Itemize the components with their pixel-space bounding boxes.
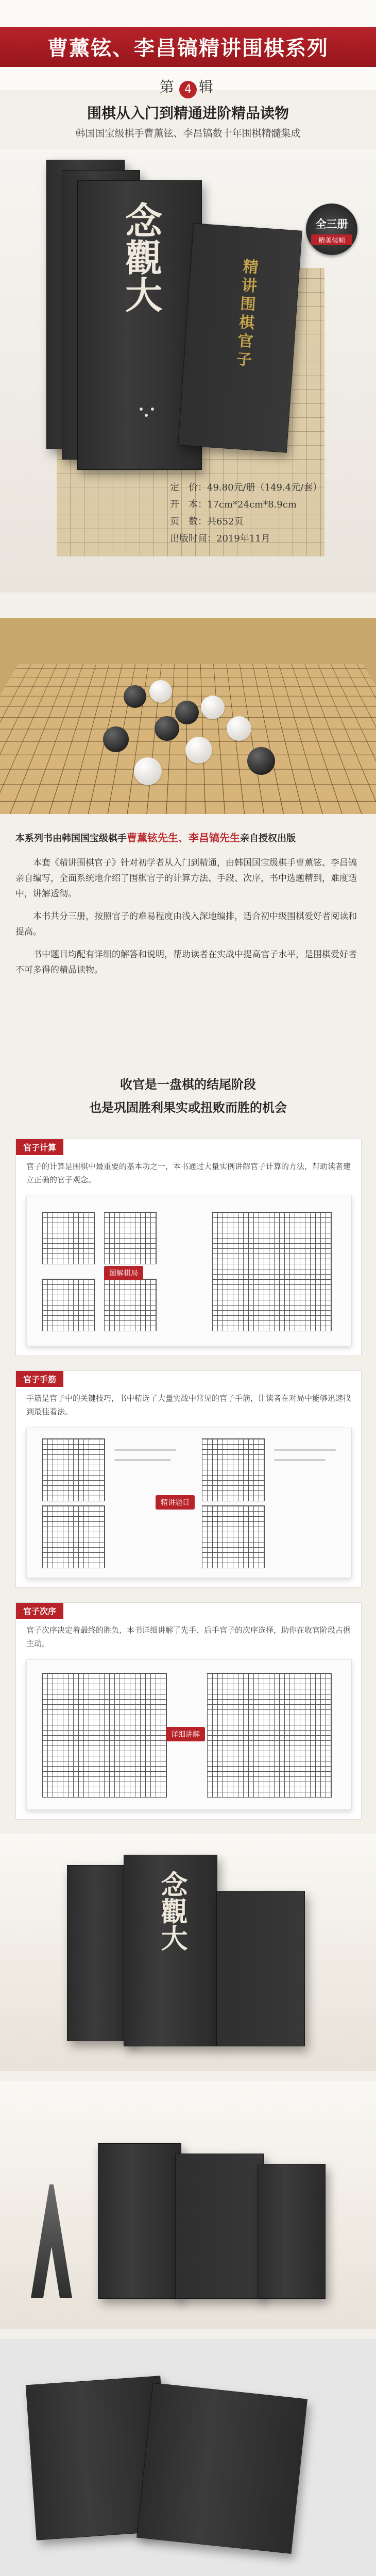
white-stone-icon — [201, 696, 225, 719]
diagram-board-large — [212, 1212, 332, 1331]
callout-label: 详细讲解 — [166, 1727, 205, 1741]
text-line — [114, 1449, 176, 1451]
info-pages: 页 数：共652页 — [170, 516, 244, 527]
text-line — [114, 1459, 171, 1461]
book-spread — [26, 1196, 352, 1346]
author-prefix: 本系列书由韩国国宝级棋手 — [15, 833, 127, 844]
info-price: 定 价：49.80元/册（149.4元/套） — [170, 482, 322, 493]
feature-card — [15, 1139, 362, 1356]
set-badge — [306, 204, 357, 255]
cover-stone-icon — [145, 414, 148, 417]
diagram-board — [104, 1279, 157, 1331]
diagram-board — [42, 1212, 95, 1264]
volume-suffix: 辑 — [199, 78, 217, 95]
author-line — [15, 829, 361, 844]
book-photo — [258, 2164, 326, 2299]
badge-line2: 精美装帧 — [311, 234, 352, 245]
intro-paragraph: 本书共分三册，按照官子的难易程度由浅入深地编排，适合初中级围棋爱好者阅读和提高。 — [15, 911, 357, 937]
diagram-board-large — [207, 1673, 332, 1798]
white-stone-icon — [185, 737, 212, 764]
volume-number: 4 — [179, 81, 197, 98]
white-stone-icon — [227, 716, 251, 741]
black-stone-icon — [155, 716, 179, 741]
diagram-board — [42, 1279, 95, 1331]
info-size: 开 本：17cm*24cm*8.9cm — [170, 499, 297, 510]
callout-label: 精讲题目 — [156, 1495, 195, 1510]
book-spread — [26, 1428, 352, 1578]
feature-tag: 官子次序 — [16, 1603, 63, 1619]
black-stone-icon — [175, 701, 199, 724]
book-photo — [136, 2383, 307, 2554]
black-stone-icon — [247, 747, 275, 775]
black-stone-icon — [103, 726, 129, 752]
book-cover-showcase — [0, 149, 376, 592]
cover-gold-title: 精讲围棋官子 — [232, 258, 259, 370]
volume-row — [0, 76, 376, 101]
feature-card — [15, 1370, 362, 1588]
volume-prefix: 第 — [159, 78, 177, 95]
book-spread — [26, 1659, 352, 1810]
book-info — [170, 479, 366, 547]
book-photo — [175, 2154, 264, 2299]
feature-desc: 手筋是官子中的关键技巧，书中精选了大量实战中常见的官子手筋，让读者在对局中能够迅速找到最佳着法。 — [26, 1394, 351, 1416]
cover-calligraphy: 念觀大 — [119, 201, 163, 313]
white-stone-icon — [134, 757, 162, 785]
badge-line1: 全三册 — [315, 218, 348, 230]
book-photo — [216, 1891, 305, 2046]
book-photo — [98, 2143, 181, 2299]
product-photo-spines — [0, 2339, 376, 2576]
page-title: 曹薰铉、李昌镐精讲围棋系列 — [47, 37, 329, 60]
book-cover-gold — [178, 223, 302, 453]
product-photo-set — [0, 1834, 376, 2071]
feature-card — [15, 1602, 362, 1820]
feature-desc: 官子次序决定着最终的胜负，本书详细讲解了先手、后手官子的次序选择，助你在收官阶段占据主动。 — [26, 1625, 351, 1648]
subtitle: 围棋从入门到精通进阶精品读物 — [87, 105, 289, 122]
board-grid — [0, 664, 376, 814]
diagram-board — [202, 1438, 265, 1501]
diagram-board — [202, 1505, 265, 1568]
text-line — [274, 1459, 326, 1461]
diagram-board — [42, 1438, 105, 1501]
info-date: 出版时间：2019年11月 — [170, 533, 270, 544]
cover-stone-icon — [140, 408, 143, 411]
banner-line2: 也是巩固胜利果实或扭败而胜的机会 — [89, 1100, 287, 1115]
cover-stone-icon — [151, 408, 154, 411]
callout-label: 图解棋局 — [104, 1266, 143, 1280]
book-photo — [124, 1855, 217, 2046]
intro-text — [15, 855, 361, 985]
product-photo-eiffel — [0, 2081, 376, 2329]
feature-tag: 官子计算 — [16, 1139, 63, 1155]
author-suffix: 亲自授权出版 — [240, 833, 296, 844]
diagram-board — [42, 1505, 105, 1568]
intro-paragraph: 本套《精讲围棋官子》针对初学者从入门到精通，由韩国国宝级棋手曹薰铉、李昌镐亲自编写，全面系统地介绍了围棋官子的计算方法、手段、次序，书中选题精到，难度适中，讲解透彻。 — [15, 858, 357, 899]
black-stone-icon — [124, 685, 146, 708]
photo-calligraphy: 念觀大 — [156, 1871, 187, 1951]
subtitle-secondary: 韩国国宝级棋手曹薰铉、李昌镐数十年围棋精髓集成 — [75, 128, 301, 139]
eiffel-tower-figurine — [31, 2184, 72, 2298]
banner-line1: 收官是一盘棋的结尾阶段 — [120, 1077, 256, 1092]
intro-paragraph: 书中题目均配有详细的解答和说明，帮助读者在实战中提高官子水平，是围棋爱好者不可多得的精品读物。 — [15, 950, 357, 975]
text-line — [274, 1449, 336, 1451]
go-board-photo — [0, 618, 376, 814]
white-stone-icon — [149, 680, 172, 703]
feature-desc: 官子的计算是围棋中最重要的基本功之一，本书通过大量实例讲解官子计算的方法，帮助读者建立正确的官子观念。 — [26, 1162, 351, 1184]
feature-tag: 官子手筋 — [16, 1371, 63, 1387]
diagram-board — [104, 1212, 157, 1264]
author-names: 曹薰铉先生、李昌镐先生 — [127, 832, 240, 844]
quote-banner — [0, 1064, 376, 1131]
diagram-board-large — [42, 1673, 167, 1798]
